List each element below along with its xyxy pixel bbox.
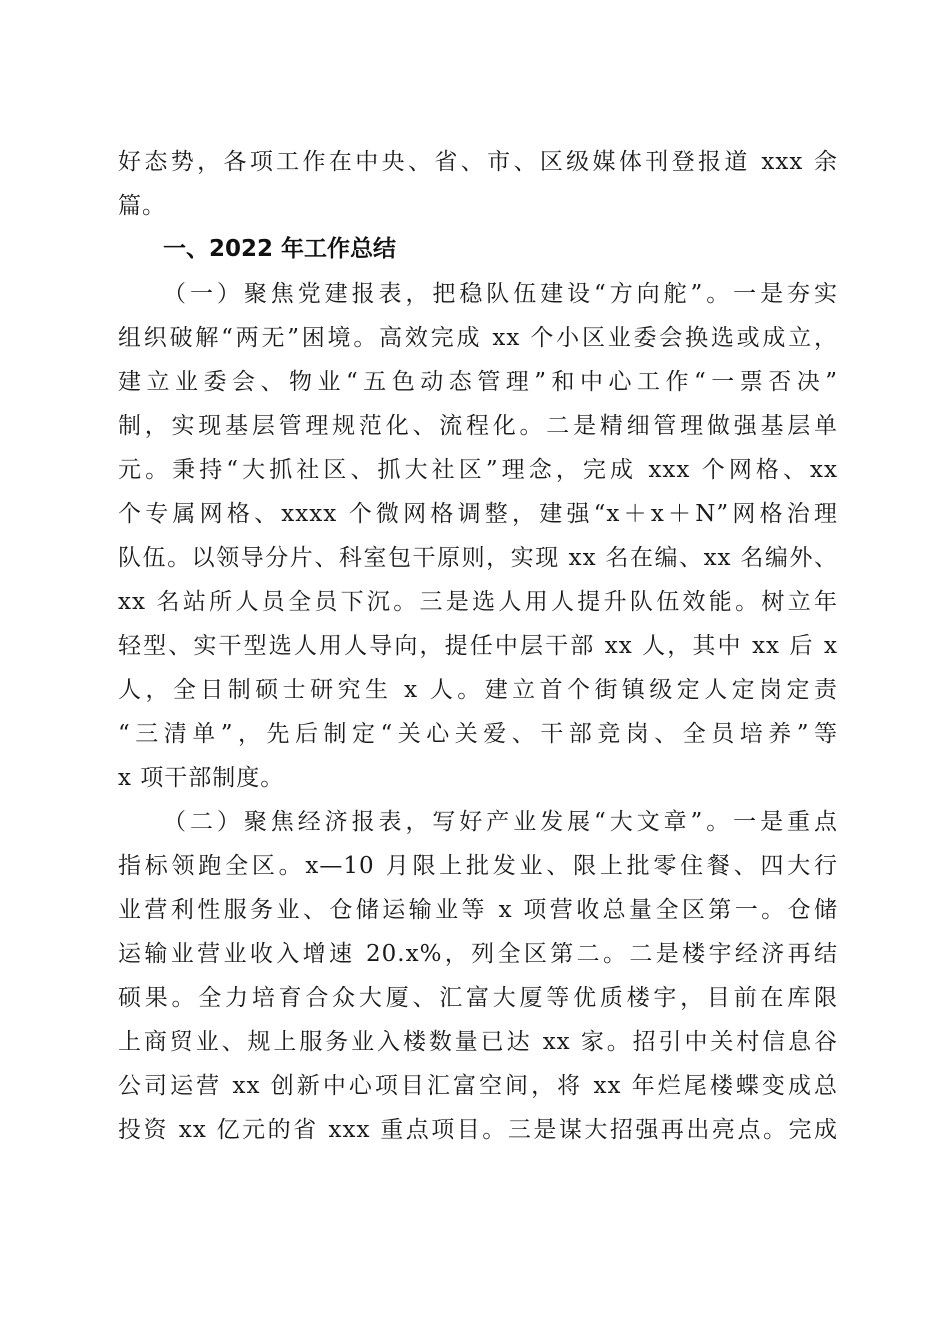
paragraph-1-line-11: “三清单”，先后制定“关心关爱、干部竞岗、全员培养”等 [118,721,838,747]
paragraph-1-line-2: 组织破解“两无”困境。高效完成 xx 个小区业委会换选或成立， [118,325,838,351]
paragraph-1-line-5: 元。秉持“大抓社区、抓大社区”理念，完成 xxx 个网格、xx [118,457,838,483]
paragraph-1-line-9: 轻型、实干型选人用人导向，提任中层干部 xx 人，其中 xx 后 x [118,633,838,659]
paragraph-1-line-7: 队伍。以领导分片、科室包干原则，实现 xx 名在编、xx 名编外、 [118,545,838,571]
paragraph-1-line-12: x 项干部制度。 [118,765,285,791]
paragraph-1-line-3: 建立业委会、物业“五色动态管理”和中心工作“一票否决” [118,369,838,395]
paragraph-2-line-7: 公司运营 xx 创新中心项目汇富空间，将 xx 年烂尾楼蝶变成总 [118,1073,838,1099]
paragraph-1-line-1: （一）聚焦党建报表，把稳队伍建设“方向舵”。一是夯实 [163,281,838,307]
section-heading: 一、2022 年工作总结 [163,236,397,262]
paragraph-1-line-8: xx 名站所人员全员下沉。三是选人用人提升队伍效能。树立年 [118,589,838,615]
paragraph-1-line-4: 制，实现基层管理规范化、流程化。二是精细管理做强基层单 [118,413,838,439]
paragraph-2-line-2: 指标领跑全区。x—10 月限上批发业、限上批零住餐、四大行 [118,853,838,879]
paragraph-2-line-8: 投资 xx 亿元的省 xxx 重点项目。三是谋大招强再出亮点。完成 [118,1117,838,1143]
paragraph-2-line-3: 业营利性服务业、仓储运输业等 x 项营收总量全区第一。仓储 [118,897,838,923]
paragraph-1-line-6: 个专属网格、xxxx 个微网格调整，建强“x＋x＋N”网格治理 [118,501,838,527]
paragraph-2-line-4: 运输业营业收入增速 20.x%，列全区第二。二是楼宇经济再结 [118,941,838,967]
paragraph-1-line-10: 人，全日制硕士研究生 x 人。建立首个街镇级定人定岗定责 [118,677,838,703]
intro-line-2: 篇。 [118,193,166,219]
paragraph-2-line-1: （二）聚焦经济报表，写好产业发展“大文章”。一是重点 [163,809,838,835]
intro-line-1: 好态势，各项工作在中央、省、市、区级媒体刊登报道 xxx 余 [118,149,838,175]
paragraph-2-line-6: 上商贸业、规上服务业入楼数量已达 xx 家。招引中关村信息谷 [118,1029,838,1055]
paragraph-2-line-5: 硕果。全力培育合众大厦、汇富大厦等优质楼宇，目前在库限 [118,985,838,1011]
